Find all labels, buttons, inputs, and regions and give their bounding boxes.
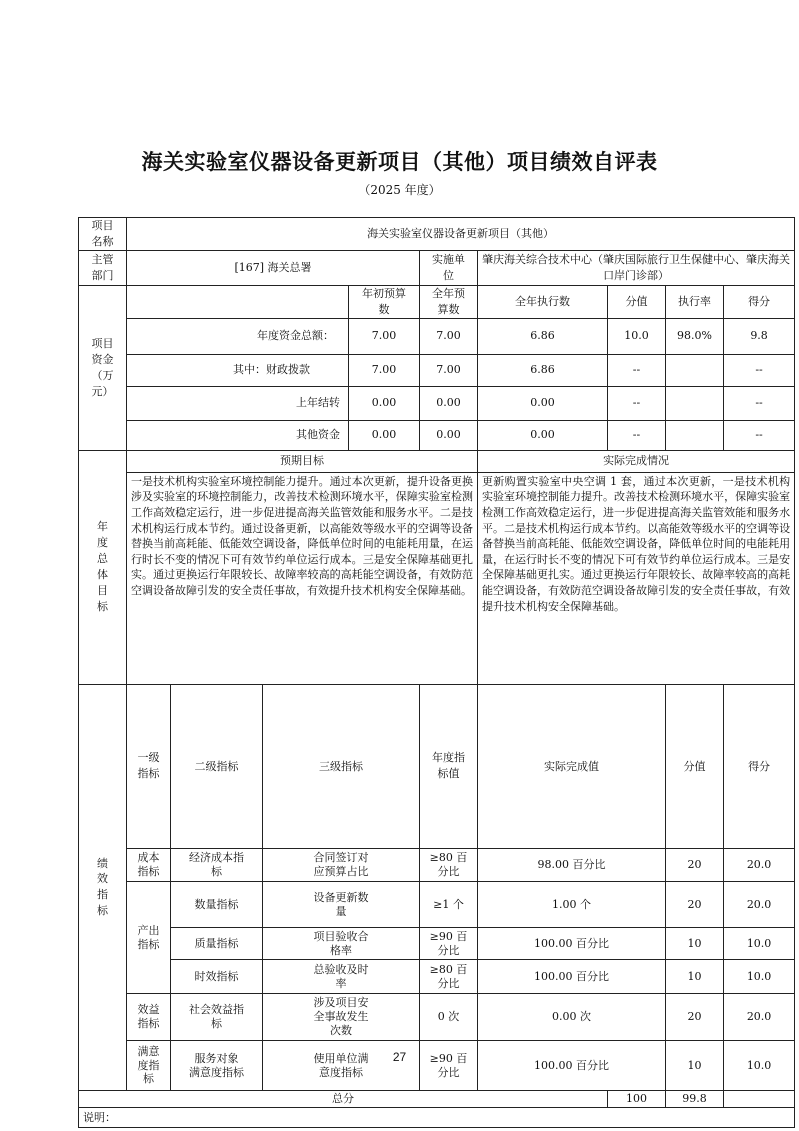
indicator-actual-value: 98.00 百分比: [478, 849, 666, 882]
indicator-annual-value: ≥90 百 分比: [420, 928, 478, 960]
indicator-actual-value: 0.00 次: [478, 994, 666, 1041]
indicator-annual-value: ≥1 个: [420, 882, 478, 928]
funds-row-annual: 7.00: [420, 354, 478, 386]
dept-value: [167] 海关总署: [127, 250, 420, 285]
indicator-actual-value: 100.00 百分比: [478, 960, 666, 994]
indicator-row: [79, 960, 795, 994]
level1-header: 一级 指标: [127, 684, 171, 848]
funds-row-initial: 7.00: [349, 354, 420, 386]
project-name-row: [79, 218, 795, 251]
indicator-row: [79, 849, 795, 882]
indicator-level1: 满意 度指 标: [127, 1041, 171, 1091]
funds-row-initial: 0.00: [349, 420, 420, 450]
score-value-header: 分值: [608, 285, 666, 318]
indicator-level3: 涉及项目安 全事故发生 次数: [263, 994, 420, 1041]
indicator-level2: 社会效益指 标: [171, 994, 263, 1041]
indicator-level3: 设备更新数 量: [263, 882, 420, 928]
indicator-actual-value: 100.00 百分比: [478, 928, 666, 960]
funds-row-rate: 98.0%: [666, 318, 724, 354]
impl-unit-value: 肇庆海关综合技术中心（肇庆国际旅行卫生保健中心、肇庆海关口岸门诊部）: [478, 250, 795, 285]
project-name-value: 海关实验室仪器设备更新项目（其他）: [127, 218, 795, 251]
indicator-score-value: 20: [666, 882, 724, 928]
funds-row-score-value: --: [608, 420, 666, 450]
indicator-level3: 总验收及时 率: [263, 960, 420, 994]
indicator-level2: 数量指标: [171, 882, 263, 928]
funds-row-label: 年度资金总额：: [127, 318, 349, 354]
indicator-level1: 产出 指标: [127, 882, 171, 994]
funds-row-executed: 0.00: [478, 420, 608, 450]
funds-row-annual: 0.00: [420, 386, 478, 420]
indicator-score-header: 得分: [724, 684, 795, 848]
funds-row-initial: 7.00: [349, 318, 420, 354]
actual-value-header: 实际完成值: [478, 684, 666, 848]
funds-row-executed: 0.00: [478, 386, 608, 420]
indicator-annual-value: ≥80 百 分比: [420, 849, 478, 882]
indicator-level2: 经济成本指 标: [171, 849, 263, 882]
goals-header-row: [79, 450, 795, 472]
goals-section-label: 年 度 总 体 目 标: [79, 450, 127, 684]
indicator-level2: 质量指标: [171, 928, 263, 960]
indicator-level2: 时效指标: [171, 960, 263, 994]
indicator-score-value-header: 分值: [666, 684, 724, 848]
total-deviation: [724, 1091, 795, 1108]
page-subtitle: （2025 年度）: [358, 183, 441, 197]
executed-header: 全年执行数: [478, 285, 608, 318]
dept-row: [79, 250, 795, 285]
funds-section-label: 项目 资金 （万 元）: [79, 285, 127, 450]
indicator-score: 20.0: [724, 882, 795, 928]
funds-row-rate: [666, 386, 724, 420]
funds-row-label: 上年结转: [127, 386, 349, 420]
total-row: [79, 1091, 795, 1108]
indicator-header-row: [79, 684, 795, 848]
level3-header: 三级指标: [263, 684, 420, 848]
rate-header: 执行率: [666, 285, 724, 318]
funds-row-fiscal: [79, 354, 795, 386]
indicator-level3: 合同签订对 应预算占比: [263, 849, 420, 882]
indicator-annual-value: 0 次: [420, 994, 478, 1041]
funds-row-score: --: [724, 386, 795, 420]
page-number: 27: [392, 1050, 407, 1064]
indicator-row: [79, 994, 795, 1041]
funds-row-label: 其他资金: [127, 420, 349, 450]
notes-label: 说明：: [79, 1108, 795, 1128]
funds-row-score-value: --: [608, 354, 666, 386]
indicator-actual-value: 1.00 个: [478, 882, 666, 928]
indicator-annual-value: ≥90 百 分比: [420, 1041, 478, 1091]
indicator-score: 10.0: [724, 1041, 795, 1091]
score-header: 得分: [724, 285, 795, 318]
funds-row-other: [79, 420, 795, 450]
funds-row-score-value: --: [608, 386, 666, 420]
indicator-score-value: 10: [666, 960, 724, 994]
funds-row-label: 其中：财政拨款: [127, 354, 349, 386]
expected-goal-header: 预期目标: [127, 450, 478, 472]
indicator-row: [79, 1041, 795, 1091]
goals-content-row: [79, 472, 795, 684]
dept-label: 主管 部门: [79, 250, 127, 285]
level2-header: 二级指标: [171, 684, 263, 848]
evaluation-table: [78, 217, 795, 1128]
initial-budget-header: 年初预算 数: [349, 285, 420, 318]
indicator-score: 10.0: [724, 960, 795, 994]
funds-row-annual: 0.00: [420, 420, 478, 450]
funds-row-annual: 7.00: [420, 318, 478, 354]
funds-row-total: [79, 318, 795, 354]
actual-completion-text: 更新购置实验室中央空调 1 套，通过本次更新，一是技术机构实验室环境控制能力提升。改善技术检测环境水平，保障实验室检测工作高效稳定运行，进一步促进提高海关监管效能和服务水平。二是技术机构运行成本节约。以高能效等级水平的空调等设备替换当前高耗能、低能效空调设备，降低单位时间的电能耗用量，在运行时长不变的情况下可有效节约单位运行成本。三是安全保障基础更扎实。通过更换运行年限较长、故障率较高的高耗能空调设备，有效防范空调设备故障引发的安全责任事故，有效提升技术机构安全保障基础。: [478, 472, 795, 684]
indicator-row: [79, 882, 795, 928]
funds-row-score-value: 10.0: [608, 318, 666, 354]
funds-row-score: --: [724, 420, 795, 450]
actual-completion-header: 实际完成情况: [478, 450, 795, 472]
indicator-score: 10.0: [724, 928, 795, 960]
indicators-section-label: 绩 效 指 标: [79, 684, 127, 1090]
indicator-annual-value: ≥80 百 分比: [420, 960, 478, 994]
funds-row-executed: 6.86: [478, 318, 608, 354]
indicator-score-value: 10: [666, 928, 724, 960]
funds-row-carryover: [79, 386, 795, 420]
indicator-score: 20.0: [724, 849, 795, 882]
indicator-score-value: 20: [666, 994, 724, 1041]
funds-row-score: 9.8: [724, 318, 795, 354]
indicator-score: 20.0: [724, 994, 795, 1041]
funds-row-score: --: [724, 354, 795, 386]
notes-row: [79, 1108, 795, 1128]
funds-row-initial: 0.00: [349, 386, 420, 420]
indicator-level1: 效益 指标: [127, 994, 171, 1041]
total-score: 99.8: [666, 1091, 724, 1108]
annual-budget-header: 全年预 算数: [420, 285, 478, 318]
indicator-actual-value: 100.00 百分比: [478, 1041, 666, 1091]
indicator-score-value: 10: [666, 1041, 724, 1091]
funds-header-row: [79, 285, 795, 318]
indicator-score-value: 20: [666, 849, 724, 882]
annual-value-header: 年度指 标值: [420, 684, 478, 848]
funds-row-rate: [666, 354, 724, 386]
indicator-level1: 成本 指标: [127, 849, 171, 882]
indicator-row: [79, 928, 795, 960]
indicator-level2: 服务对象 满意度指标: [171, 1041, 263, 1091]
indicator-level3: 使用单位满 意度指标: [263, 1041, 420, 1091]
impl-unit-label: 实施单 位: [420, 250, 478, 285]
project-name-label: 项目 名称: [79, 218, 127, 251]
funds-row-rate: [666, 420, 724, 450]
funds-row-executed: 6.86: [478, 354, 608, 386]
total-score-value: 100: [608, 1091, 666, 1108]
total-label: 总分: [79, 1091, 608, 1108]
funds-header-blank: [127, 285, 349, 318]
page-title: 海关实验室仪器设备更新项目（其他）项目绩效自评表: [141, 150, 658, 174]
expected-goal-text: 一是技术机构实验室环境控制能力提升。通过本次更新，提升设备更换涉及实验室的环境控制能力，改善技术检测环境水平，保障实验室检测工作高效稳定运行，进一步促进提高海关监管效能和服务水平。二是技术机构运行成本节约。通过设备更新，以高能效等级水平的空调等设备替换当前高耗能、低能效空调设备，降低单位时间的电能耗用量，在运行时长不变的情况下可有效节约单位运行成本。三是安全保障基础更扎实。通过更换运行年限较长、故障率较高的高耗能空调设备，有效防范空调设备故障引发的安全责任事故，有效提升技术机构安全保障基础。: [127, 472, 478, 684]
indicator-level3: 项目验收合 格率: [263, 928, 420, 960]
